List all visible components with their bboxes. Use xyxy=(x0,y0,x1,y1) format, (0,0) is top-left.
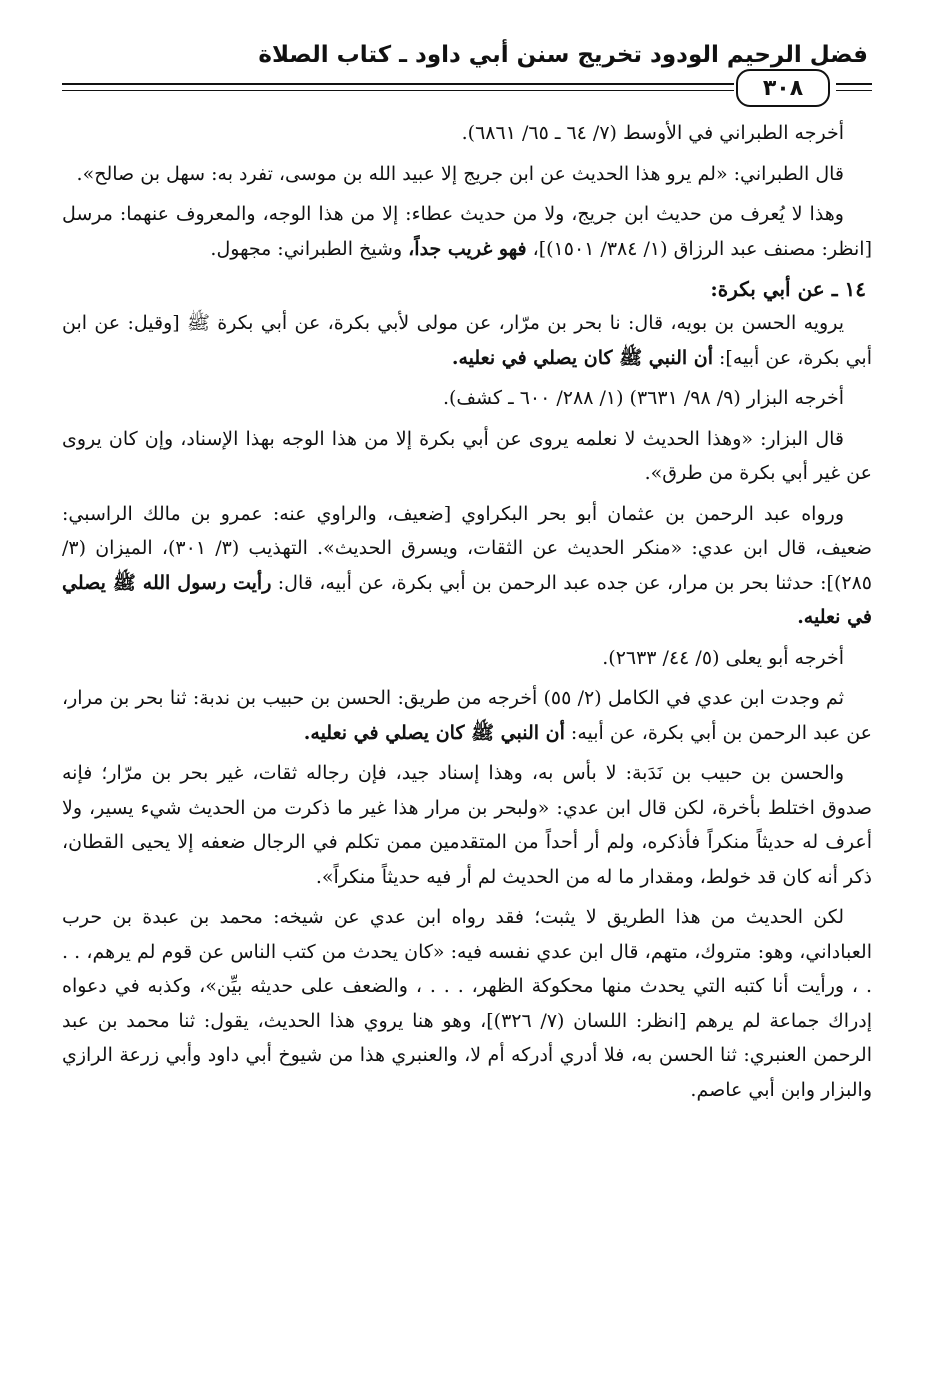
paragraph-text: ورواه عبد الرحمن بن عثمان أبو بحر البكراوي [ضعيف، والراوي عنه: عمرو بن مالك الراسبي: ضعيف، قال ابن عدي: «منكر الحديث عن الثقات، ويسرق الحديث». التهذيب (٣/ ٣٠١)، الميزان (٣/ ٢٨٥)]: حدثنا بحر بن مرار، عن جده عبد الرحمن بن أبي بكرة، عن أبيه، قال: xyxy=(62,502,872,594)
rule-line xyxy=(836,83,872,85)
paragraph-text: أخرجه الطبراني في الأوسط (٧/ ٦٤ ـ ٦٥/ ٦٨٦١). xyxy=(461,122,844,144)
emphasis-text: رأيت رسول الله ﷺ يصلي في نعليه. xyxy=(62,571,872,628)
paragraph xyxy=(62,197,872,266)
paragraph xyxy=(62,641,872,676)
paragraph xyxy=(62,381,872,416)
page-body xyxy=(62,116,872,1107)
paragraph-text: وهذا لا يُعرف من حديث ابن جريج، ولا من حديث عطاء: إلا من هذا الوجه، والمعروف عنهما: مرسل [انظر: مصنف عبد الرزاق (١/ ٣٨٤/ ١٥٠١)]، xyxy=(62,203,872,260)
section-heading: ١٤ ـ عن أبي بكرة: xyxy=(710,277,866,301)
rule-line xyxy=(836,90,872,91)
paragraph-text: والحسن بن حبيب بن نَدَبة: لا بأس به، وهذا إسناد جيد، فإن رجاله ثقات، غير بحر بن مرّار؛ فإنه صدوق اختلط بأخرة، لكن قال ابن عدي: «ولبحر بن مرار هذا غير ما ذكرت من الحديث شيء يسير، ولا أعرف له حديثاً منكراً فأذكره، ولم أر أحداً من المتقدمين ممن تكلم في الرجال ضعفه إلا يحيى القطان، ذكر أنه كان قد خولط، ومقدار ما له من الحديث لم أر فيه حديثاً منكراً». xyxy=(62,762,872,888)
paragraph-text: قال الطبراني: «لم يرو هذا الحديث عن ابن جريج إلا عبيد الله بن موسى، تفرد به: سهل بن صالح». xyxy=(76,162,844,185)
emphasis-text: أن النبي ﷺ كان يصلي في نعليه. xyxy=(451,346,713,369)
paragraph-text: أخرجه أبو يعلى (٥/ ٤٤/ ٢٦٣٣). xyxy=(602,646,844,669)
paragraph xyxy=(62,306,872,375)
paragraph-text: يرويه الحسن بن بويه، قال: نا بحر بن مرّار، عن مولى لأبي بكرة، عن أبي بكرة ﷺ [وقيل: عن ابن أبي بكرة، عن أبيه]: xyxy=(62,312,872,369)
paragraph-text: أخرجه البزار (٩/ ٩٨/ ٣٦٣١) (١/ ٢٨٨/ ٦٠٠ ـ كشف). xyxy=(442,387,844,409)
rule-line xyxy=(62,90,734,91)
paragraph xyxy=(62,422,872,491)
paragraph xyxy=(62,497,872,635)
paragraph xyxy=(62,756,872,894)
page-number: ٣٠٨ xyxy=(736,69,830,107)
running-head-title: فضل الرحيم الودود تخريج سنن أبي داود ـ كتاب الصلاة xyxy=(258,42,868,68)
paragraph xyxy=(62,157,872,192)
page xyxy=(62,34,872,1113)
paragraph-text: وشيخ الطبراني: مجهول. xyxy=(210,237,409,260)
paragraph-text: قال البزار: «وهذا الحديث لا نعلمه يروى عن أبي بكرة إلا من هذا الوجه بهذا الإسناد، وإن كان يروى عن غير أبي بكرة من طرق». xyxy=(62,427,872,484)
paragraph-text: ثم وجدت ابن عدي في الكامل (٢/ ٥٥) أخرجه من طريق: الحسن بن حبيب بن ندبة: ثنا بحر بن مرار، عن عبد الرحمن بن أبي بكرة، عن أبيه: xyxy=(62,687,872,744)
emphasis-text: فهو غريب جداً، xyxy=(408,237,527,260)
paragraph-text: لكن الحديث من هذا الطريق لا يثبت؛ فقد رواه ابن عدي عن شيخه: محمد بن عبدة بن حرب العباداني، وهو: متروك، متهم، قال ابن عدي نفسه فيه: «كان يحدث من كتب الناس عن قوم لم يرهم، . . . ، ورأيت أنا كتبه التي يحدث منها محكوكة الظهر، . . . ، والضعف على حديثه بيِّن»، وكذبه في دعواه إدراك جماعة لم يرهم [انظر: اللسان (٧/ ٣٢٦)]، وهو هنا يروي هذا الحديث، يقول: ثنا محمد بن عبد الرحمن العنبري: ثنا الحسن به، فلا أدري أدركه أم لا، والعنبري هذا من شيوخ أبي داود وأبي زرعة الرازي والبزار وابن أبي عاصم. xyxy=(62,906,872,1101)
header-rule xyxy=(62,72,872,102)
paragraph xyxy=(62,116,872,151)
emphasis-text: أن النبي ﷺ كان يصلي في نعليه. xyxy=(303,721,565,744)
paragraph xyxy=(62,681,872,750)
paragraph xyxy=(62,900,872,1107)
rule-line xyxy=(62,83,734,85)
